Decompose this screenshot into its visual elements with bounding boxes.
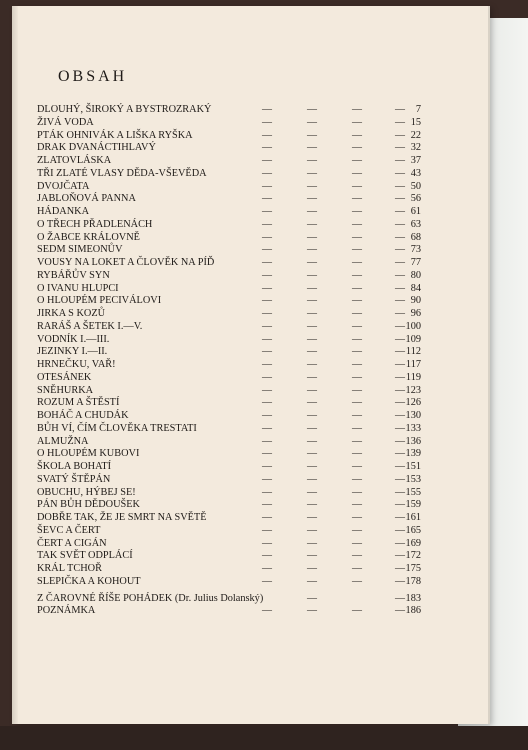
toc-entry-title: O HLOUPÉM KUBOVI: [37, 448, 140, 460]
toc-leader-dash: —: [395, 244, 405, 256]
toc-leader-dash: —: [262, 397, 272, 409]
toc-entry-title: ZLATOVLÁSKA: [37, 155, 112, 166]
toc-leader-dash: —: [395, 359, 405, 370]
toc-leader-dash: —: [262, 384, 272, 396]
toc-entry-page: 123: [405, 384, 421, 396]
toc-leader-dash: —: [262, 244, 272, 256]
toc-leader-dash: —: [307, 206, 317, 217]
toc-leader-dash: —: [352, 359, 362, 370]
toc-leader-dash: —: [307, 473, 317, 485]
toc-leader-dash: —: [395, 435, 405, 447]
toc-leader-dash: —: [307, 575, 317, 587]
toc-leader-dash: —: [307, 142, 317, 154]
toc-entry-page: 119: [405, 371, 421, 383]
toc-leader-dash: —: [395, 142, 405, 154]
toc-entry: [37, 104, 457, 117]
toc-leader-dash: —: [307, 282, 317, 294]
toc-leader-dash: —: [395, 461, 405, 472]
toc-entry: [37, 448, 457, 461]
toc-leader-dash: —: [395, 563, 405, 574]
toc-entry-title: ALMUŽNA: [37, 435, 89, 447]
toc-entry: [37, 193, 457, 206]
toc-leader-dash: —: [395, 575, 405, 587]
toc-leader-dash: —: [352, 193, 362, 205]
toc-leader-dash: —: [352, 167, 362, 179]
toc-entry-page: 161: [405, 512, 421, 523]
toc-entry-page: 80: [410, 269, 421, 281]
toc-entry-title: TAK SVĚT ODPLÁCÍ: [37, 550, 133, 562]
toc-leader-dash: —: [395, 167, 405, 179]
toc-entry-page: 7: [415, 104, 421, 115]
toc-entry: [37, 219, 457, 232]
toc-entry-title: Z ČAROVNÉ ŘÍŠE POHÁDEK (Dr. Julius Dolanský): [37, 592, 264, 604]
toc-entry-title: SVATÝ ŠTĚPÁN: [37, 473, 111, 485]
toc-entry: [37, 244, 457, 257]
toc-entry-title: JABLOŇOVÁ PANNA: [37, 193, 136, 205]
toc-leader-dash: —: [307, 333, 317, 345]
toc-leader-dash: —: [352, 422, 362, 434]
toc-leader-dash: —: [352, 155, 362, 166]
toc-leader-dash: —: [395, 537, 405, 549]
toc-entry-title: O ŽABCE KRÁLOVNĚ: [37, 231, 140, 243]
toc-leader-dash: —: [262, 448, 272, 460]
toc-entry-page: 73: [410, 244, 421, 256]
toc-leader-dash: —: [352, 550, 362, 562]
toc-entry-page: 159: [405, 499, 421, 511]
toc-entry-page: 68: [410, 231, 421, 243]
toc-leader-dash: —: [262, 206, 272, 217]
toc-leader-dash: —: [395, 320, 405, 332]
toc-entry-title: O HLOUPÉM PECIVÁLOVI: [37, 295, 162, 307]
toc-leader-dash: —: [395, 308, 405, 319]
toc-entry: [37, 499, 457, 512]
toc-leader-dash: —: [395, 371, 405, 383]
toc-entry: [37, 525, 457, 538]
toc-leader-dash: —: [262, 550, 272, 562]
toc-leader-dash: —: [352, 524, 362, 536]
toc-entry: [37, 461, 457, 474]
toc-leader-dash: —: [395, 104, 405, 115]
toc-entry-title: KRÁL TCHOŘ: [37, 563, 102, 574]
toc-leader-dash: —: [307, 461, 317, 472]
toc-entry: [37, 538, 457, 551]
toc-entry: [37, 130, 457, 143]
toc-leader-dash: —: [262, 359, 272, 370]
toc-entry: [37, 257, 457, 270]
toc-leader-dash: —: [307, 129, 317, 141]
toc-leader-dash: —: [307, 295, 317, 307]
toc-entry-page: 178: [405, 575, 421, 587]
toc-entry: [37, 295, 457, 308]
toc-leader-dash: —: [262, 605, 272, 617]
toc-entry: [37, 605, 457, 618]
toc-entry-page: 96: [410, 308, 421, 319]
toc-leader-dash: —: [262, 486, 272, 498]
toc-entry-title: HÁDANKA: [37, 206, 90, 217]
page-binding-edge: [12, 6, 18, 724]
toc-entry-page: 169: [405, 537, 421, 549]
toc-leader-dash: —: [395, 550, 405, 562]
toc-leader-dash: —: [352, 512, 362, 523]
toc-entry-page: 151: [405, 461, 421, 472]
toc-leader-dash: —: [262, 320, 272, 332]
toc-entry-title: BOHÁČ A CHUDÁK: [37, 410, 129, 421]
toc-entry-title: ŠKOLA BOHATÍ: [37, 461, 112, 472]
toc-entry-title: JEZINKY I.—II.: [37, 346, 108, 358]
toc-leader-dash: —: [395, 473, 405, 485]
toc-leader-dash: —: [352, 142, 362, 154]
toc-leader-dash: —: [262, 282, 272, 294]
toc-leader-dash: —: [352, 257, 362, 268]
toc-leader-dash: —: [262, 410, 272, 421]
background-strip: [0, 726, 528, 750]
toc-entry-title: DLOUHÝ, ŠIROKÝ A BYSTROZRAKÝ: [37, 104, 212, 115]
toc-leader-dash: —: [262, 499, 272, 511]
toc-entry-page: 22: [410, 129, 421, 141]
toc-entry: [37, 436, 457, 449]
toc-entry-title: DVOJČATA: [37, 180, 90, 192]
toc-entry-page: 153: [405, 473, 421, 485]
toc-leader-dash: —: [307, 448, 317, 460]
toc-entry: [37, 385, 457, 398]
toc-leader-dash: —: [352, 282, 362, 294]
toc-leader-dash: —: [262, 435, 272, 447]
toc-entry-page: 136: [405, 435, 421, 447]
toc-leader-dash: —: [352, 244, 362, 256]
toc-leader-dash: —: [395, 605, 405, 617]
toc-leader-dash: —: [307, 359, 317, 370]
toc-leader-dash: —: [307, 550, 317, 562]
toc-entry-page: 84: [410, 282, 421, 294]
toc-entry: [37, 346, 457, 359]
toc-leader-dash: —: [352, 231, 362, 243]
toc-leader-dash: —: [352, 308, 362, 319]
toc-entry-title: PÁN BŮH DĚDOUŠEK: [37, 499, 140, 511]
toc-leader-dash: —: [352, 129, 362, 141]
toc-leader-dash: —: [352, 104, 362, 115]
toc-leader-dash: —: [307, 155, 317, 166]
toc-leader-dash: —: [395, 193, 405, 205]
toc-leader-dash: —: [352, 333, 362, 345]
toc-leader-dash: —: [352, 346, 362, 358]
toc-entry: [37, 512, 457, 525]
toc-leader-dash: —: [307, 180, 317, 192]
toc-leader-dash: —: [352, 180, 362, 192]
toc-leader-dash: —: [262, 180, 272, 192]
toc-leader-dash: —: [307, 320, 317, 332]
toc-leader-dash: —: [262, 512, 272, 523]
toc-leader-dash: —: [395, 448, 405, 460]
toc-leader-dash: —: [262, 116, 272, 128]
toc-entry-title: ŽIVÁ VODA: [37, 116, 94, 128]
toc-entry: [37, 168, 457, 181]
toc-leader-dash: —: [395, 486, 405, 498]
toc-entry-title: RARÁŠ A ŠETEK I.—V.: [37, 320, 143, 332]
book-page: [12, 6, 488, 724]
toc-entry: [37, 181, 457, 194]
toc-leader-dash: —: [307, 244, 317, 256]
toc-entry-title: OBUCHU, HÝBEJ SE!: [37, 486, 136, 498]
toc-leader-dash: —: [262, 104, 272, 115]
toc-leader-dash: —: [307, 384, 317, 396]
toc-leader-dash: —: [395, 206, 405, 217]
toc-leader-dash: —: [307, 257, 317, 268]
toc-entry-page: 100: [405, 320, 421, 332]
toc-leader-dash: —: [307, 231, 317, 243]
toc-leader-dash: —: [395, 346, 405, 358]
toc-entry-page: 37: [410, 155, 421, 166]
toc-leader-dash: —: [262, 193, 272, 205]
toc-entry-page: 186: [405, 605, 421, 617]
toc-leader-dash: —: [307, 193, 317, 205]
toc-entry: [37, 321, 457, 334]
toc-leader-dash: —: [352, 295, 362, 307]
toc-leader-dash: —: [307, 346, 317, 358]
toc-leader-dash: —: [352, 116, 362, 128]
toc-entry-page: 133: [405, 422, 421, 434]
toc-leader-dash: —: [307, 537, 317, 549]
toc-leader-dash: —: [307, 605, 317, 617]
toc-entry-title: TŘI ZLATÉ VLASY DĚDA-VŠEVĚDA: [37, 167, 207, 179]
toc-leader-dash: —: [262, 346, 272, 358]
toc-leader-dash: —: [352, 486, 362, 498]
toc-leader-dash: —: [307, 269, 317, 281]
toc-entry: [37, 474, 457, 487]
toc-leader-dash: —: [395, 384, 405, 396]
toc-entry-page: 175: [405, 563, 421, 574]
toc-entry: [37, 487, 457, 500]
toc-leader-dash: —: [395, 129, 405, 141]
toc-leader-dash: —: [395, 397, 405, 409]
toc-entry: [37, 232, 457, 245]
toc-entry: [37, 563, 457, 576]
toc-leader-dash: —: [307, 563, 317, 574]
toc-entry-title: DOBŘE TAK, ŽE JE SMRT NA SVĚTĚ: [37, 512, 207, 523]
toc-entry: [37, 142, 457, 155]
toc-entry-page: 43: [410, 167, 421, 179]
toc-leader-dash: —: [395, 592, 405, 604]
toc-entry-page: 130: [405, 410, 421, 421]
toc-leader-dash: —: [395, 231, 405, 243]
toc-leader-dash: —: [262, 575, 272, 587]
toc-leader-dash: —: [352, 575, 362, 587]
toc-leader-dash: —: [307, 308, 317, 319]
toc-leader-dash: —: [352, 269, 362, 281]
toc-leader-dash: —: [352, 435, 362, 447]
toc-entry-title: VODNÍK I.—III.: [37, 333, 110, 345]
toc-leader-dash: —: [262, 333, 272, 345]
toc-leader-dash: —: [307, 371, 317, 383]
toc-entry-page: 61: [410, 206, 421, 217]
toc-entry: [37, 206, 457, 219]
toc-leader-dash: —: [395, 410, 405, 421]
toc-entry: [37, 576, 457, 589]
toc-entry-title: SLEPIČKA A KOHOUT: [37, 575, 141, 587]
toc-leader-dash: —: [307, 486, 317, 498]
table-of-contents: [37, 104, 457, 618]
toc-entry-title: OTESÁNEK: [37, 371, 92, 383]
toc-leader-dash: —: [262, 218, 272, 230]
toc-leader-dash: —: [262, 142, 272, 154]
toc-leader-dash: —: [262, 524, 272, 536]
toc-leader-dash: —: [395, 180, 405, 192]
toc-leader-dash: —: [262, 473, 272, 485]
toc-leader-dash: —: [307, 116, 317, 128]
toc-leader-dash: —: [262, 537, 272, 549]
toc-leader-dash: —: [395, 333, 405, 345]
toc-entry: [37, 283, 457, 296]
toc-entry: [37, 410, 457, 423]
toc-leader-dash: —: [352, 461, 362, 472]
toc-entry-page: 183: [405, 592, 421, 604]
toc-leader-dash: —: [307, 218, 317, 230]
toc-leader-dash: —: [307, 435, 317, 447]
toc-entry-title: RYBÁŘŮV SYN: [37, 269, 110, 281]
toc-leader-dash: —: [395, 295, 405, 307]
toc-leader-dash: —: [262, 422, 272, 434]
toc-leader-dash: —: [307, 104, 317, 115]
toc-leader-dash: —: [307, 592, 317, 604]
toc-leader-dash: —: [262, 155, 272, 166]
toc-entry-title: BŮH VÍ, ČÍM ČLOVĚKA TRESTATI: [37, 422, 197, 434]
toc-entry-page: 15: [410, 116, 421, 128]
toc-entry: [37, 334, 457, 347]
toc-leader-dash: —: [395, 116, 405, 128]
toc-entry-title: ČERT A CIGÁN: [37, 537, 107, 549]
page-title: OBSAH: [58, 68, 128, 85]
toc-leader-dash: —: [262, 269, 272, 281]
toc-entry: [37, 372, 457, 385]
toc-entry-title: ROZUM A ŠTĚSTÍ: [37, 397, 120, 409]
toc-entry-page: 109: [405, 333, 421, 345]
toc-entry-title: SEDM SIMEONŮV: [37, 244, 123, 256]
toc-leader-dash: —: [262, 308, 272, 319]
toc-leader-dash: —: [307, 397, 317, 409]
toc-entry-page: 172: [405, 550, 421, 562]
toc-leader-dash: —: [395, 499, 405, 511]
toc-entry: [37, 397, 457, 410]
toc-entry: [37, 359, 457, 372]
toc-leader-dash: —: [395, 269, 405, 281]
toc-leader-dash: —: [352, 397, 362, 409]
toc-leader-dash: —: [307, 410, 317, 421]
toc-leader-dash: —: [395, 512, 405, 523]
toc-entry-page: 63: [410, 218, 421, 230]
toc-entry-page: 126: [405, 397, 421, 409]
toc-leader-dash: —: [307, 499, 317, 511]
toc-entry: [37, 155, 457, 168]
toc-entry: [37, 593, 457, 606]
toc-entry-page: 56: [410, 193, 421, 205]
toc-leader-dash: —: [395, 422, 405, 434]
toc-entry: [37, 117, 457, 130]
toc-entry-title: VOUSY NA LOKET A ČLOVĚK NA PÍĎ: [37, 257, 215, 268]
toc-leader-dash: —: [395, 524, 405, 536]
toc-leader-dash: —: [352, 537, 362, 549]
toc-leader-dash: —: [395, 218, 405, 230]
toc-entry-page: 50: [410, 180, 421, 192]
toc-leader-dash: —: [262, 231, 272, 243]
toc-leader-dash: —: [262, 167, 272, 179]
toc-leader-dash: —: [262, 129, 272, 141]
toc-leader-dash: —: [352, 563, 362, 574]
toc-entry-page: 117: [405, 359, 421, 370]
toc-entry-title: JIRKA S KOZŮ: [37, 308, 106, 319]
toc-leader-dash: —: [395, 155, 405, 166]
toc-entry-page: 155: [405, 486, 421, 498]
toc-leader-dash: —: [352, 473, 362, 485]
toc-entry-title: SNĚHURKA: [37, 384, 94, 396]
toc-leader-dash: —: [262, 563, 272, 574]
toc-leader-dash: —: [307, 524, 317, 536]
toc-entry-page: 165: [405, 524, 421, 536]
toc-entry-title: ŠEVC A ČERT: [37, 524, 101, 536]
toc-entry-page: 90: [410, 295, 421, 307]
toc-entry-title: O TŘECH PŘADLENÁCH: [37, 218, 153, 230]
toc-leader-dash: —: [307, 167, 317, 179]
toc-leader-dash: —: [352, 371, 362, 383]
toc-leader-dash: —: [352, 384, 362, 396]
toc-leader-dash: —: [352, 448, 362, 460]
toc-entry-title: O IVANU HLUPCI: [37, 282, 119, 294]
toc-entry-title: HRNEČKU, VAŘ!: [37, 359, 116, 370]
toc-leader-dash: —: [352, 320, 362, 332]
toc-entry-title: PTÁK OHNIVÁK A LIŠKA RYŠKA: [37, 129, 193, 141]
toc-entry-page: 139: [405, 448, 421, 460]
toc-leader-dash: —: [395, 257, 405, 268]
toc-leader-dash: —: [352, 206, 362, 217]
toc-leader-dash: —: [307, 422, 317, 434]
toc-leader-dash: —: [352, 499, 362, 511]
toc-entry-page: 32: [410, 142, 421, 154]
toc-leader-dash: —: [307, 512, 317, 523]
toc-entry-page: 77: [410, 257, 421, 268]
toc-entry-title: POZNÁMKA: [37, 605, 96, 617]
toc-leader-dash: —: [262, 461, 272, 472]
toc-entry: [37, 550, 457, 563]
toc-leader-dash: —: [262, 257, 272, 268]
toc-entry: [37, 308, 457, 321]
toc-entry-title: DRAK DVANÁCTIHLAVÝ: [37, 142, 156, 154]
toc-entry-page: 112: [405, 346, 421, 358]
toc-leader-dash: —: [352, 218, 362, 230]
toc-leader-dash: —: [262, 295, 272, 307]
toc-leader-dash: —: [395, 282, 405, 294]
toc-entry: [37, 423, 457, 436]
toc-leader-dash: —: [352, 410, 362, 421]
toc-leader-dash: —: [262, 371, 272, 383]
toc-entry: [37, 270, 457, 283]
toc-leader-dash: —: [352, 605, 362, 617]
